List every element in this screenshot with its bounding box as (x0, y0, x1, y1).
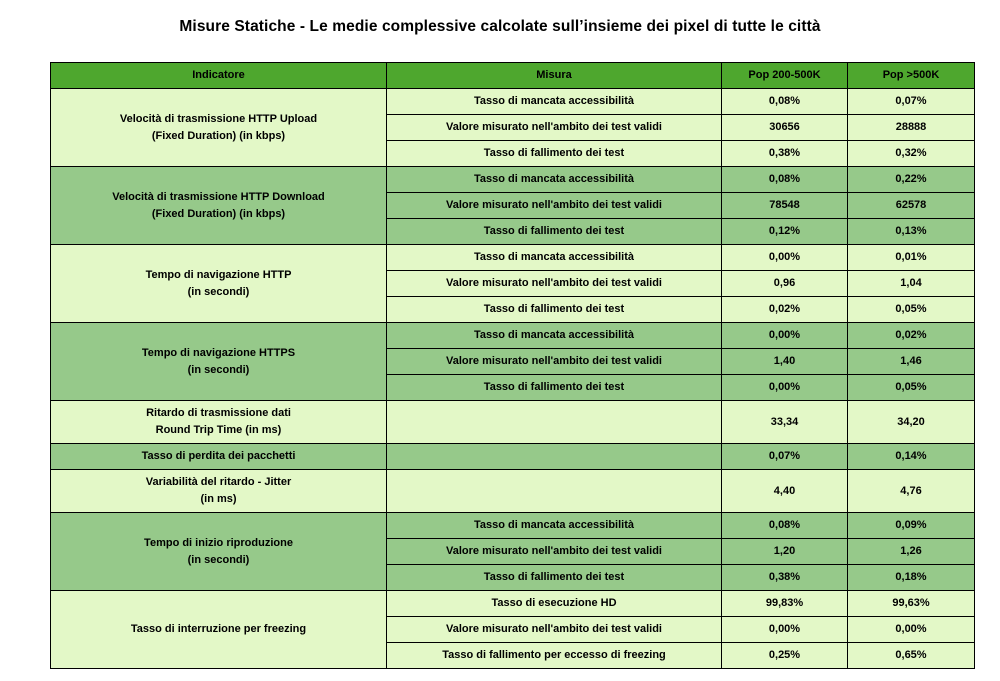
pop-500k-cell: 0,05% (848, 375, 975, 401)
pop-200-500k-cell: 4,40 (722, 470, 848, 513)
pop-500k-cell: 1,04 (848, 271, 975, 297)
misura-cell: Tasso di mancata accessibilità (387, 323, 722, 349)
pop-200-500k-cell: 0,25% (722, 643, 848, 669)
table-row (51, 323, 975, 349)
misura-cell: Tasso di mancata accessibilità (387, 513, 722, 539)
indicator-cell (51, 89, 387, 167)
header-indicatore: Indicatore (51, 63, 387, 89)
pop-200-500k-cell: 0,08% (722, 167, 848, 193)
indicator-cell (51, 444, 387, 470)
pop-200-500k-cell: 30656 (722, 115, 848, 141)
pop-500k-cell: 0,65% (848, 643, 975, 669)
pop-500k-cell: 1,26 (848, 539, 975, 565)
table-row (51, 444, 975, 470)
indicator-label: Variabilità del ritardo - Jitter (145, 476, 292, 488)
misura-cell: Tasso di fallimento dei test (387, 565, 722, 591)
measures-table (50, 62, 975, 669)
indicator-cell (51, 323, 387, 401)
indicator-label: (in secondi) (187, 363, 250, 376)
pop-200-500k-cell: 1,40 (722, 349, 848, 375)
misura-cell: Valore misurato nell'ambito dei test validi (387, 271, 722, 297)
indicator-label: Tempo di navigazione HTTP (145, 268, 292, 281)
indicator-label: Tempo di navigazione HTTPS (141, 346, 296, 359)
pop-200-500k-cell: 0,38% (722, 141, 848, 167)
pop-500k-cell: 0,22% (848, 167, 975, 193)
table-row (51, 401, 975, 444)
misura-cell: Valore misurato nell'ambito dei test validi (387, 617, 722, 643)
misura-cell: Valore misurato nell'ambito dei test validi (387, 349, 722, 375)
pop-500k-cell: 34,20 (848, 401, 975, 444)
table-row (51, 513, 975, 539)
misura-cell: Tasso di esecuzione HD (387, 591, 722, 617)
indicator-label: Velocità di trasmissione HTTP Upload (119, 112, 318, 125)
indicator-cell (51, 245, 387, 323)
pop-200-500k-cell: 0,07% (722, 444, 848, 470)
misura-cell (387, 401, 722, 444)
pop-200-500k-cell: 0,08% (722, 89, 848, 115)
indicator-cell (51, 167, 387, 245)
misura-cell: Valore misurato nell'ambito dei test validi (387, 193, 722, 219)
pop-500k-cell: 0,32% (848, 141, 975, 167)
pop-500k-cell: 0,01% (848, 245, 975, 271)
pop-500k-cell: 0,09% (848, 513, 975, 539)
pop-200-500k-cell: 33,34 (722, 401, 848, 444)
table-row (51, 470, 975, 513)
table-row (51, 89, 975, 115)
header-pop-200-500k: Pop 200-500K (722, 63, 848, 89)
indicator-label: (in secondi) (187, 553, 250, 566)
pop-200-500k-cell: 0,00% (722, 375, 848, 401)
misura-cell: Tasso di fallimento dei test (387, 141, 722, 167)
pop-500k-cell: 0,14% (848, 444, 975, 470)
indicator-label: (in secondi) (187, 285, 250, 298)
misura-cell: Valore misurato nell'ambito dei test validi (387, 539, 722, 565)
pop-200-500k-cell: 99,83% (722, 591, 848, 617)
pop-200-500k-cell: 78548 (722, 193, 848, 219)
indicator-label: Round Trip Time (in ms) (155, 424, 282, 436)
indicator-label: (Fixed Duration) (in kbps) (151, 207, 286, 220)
table-row (51, 245, 975, 271)
indicator-label: (Fixed Duration) (in kbps) (151, 129, 286, 142)
pop-200-500k-cell: 0,00% (722, 617, 848, 643)
pop-200-500k-cell: 0,00% (722, 323, 848, 349)
pop-500k-cell: 4,76 (848, 470, 975, 513)
misura-cell: Tasso di fallimento per eccesso di freezing (387, 643, 722, 669)
misura-cell: Tasso di fallimento dei test (387, 297, 722, 323)
indicator-label: Velocità di trasmissione HTTP Download (112, 190, 325, 203)
misura-cell: Tasso di mancata accessibilità (387, 167, 722, 193)
misura-cell: Tasso di mancata accessibilità (387, 245, 722, 271)
header-pop-500k: Pop >500K (848, 63, 975, 89)
pop-500k-cell: 99,63% (848, 591, 975, 617)
pop-200-500k-cell: 0,96 (722, 271, 848, 297)
indicator-cell (51, 591, 387, 669)
pop-200-500k-cell: 1,20 (722, 539, 848, 565)
indicator-label: Ritardo di trasmissione dati (146, 407, 291, 419)
indicator-cell (51, 513, 387, 591)
pop-200-500k-cell: 0,08% (722, 513, 848, 539)
pop-500k-cell: 0,18% (848, 565, 975, 591)
pop-500k-cell: 1,46 (848, 349, 975, 375)
indicator-label: (in ms) (200, 493, 237, 505)
misura-cell: Tasso di fallimento dei test (387, 375, 722, 401)
pop-500k-cell: 0,02% (848, 323, 975, 349)
pop-500k-cell: 0,13% (848, 219, 975, 245)
misura-cell: Valore misurato nell'ambito dei test validi (387, 115, 722, 141)
pop-200-500k-cell: 0,02% (722, 297, 848, 323)
pop-500k-cell: 0,07% (848, 89, 975, 115)
misura-cell (387, 470, 722, 513)
indicator-cell (51, 401, 387, 444)
pop-500k-cell: 0,05% (848, 297, 975, 323)
pop-500k-cell: 0,00% (848, 617, 975, 643)
misura-cell (387, 444, 722, 470)
misura-cell: Tasso di mancata accessibilità (387, 89, 722, 115)
misura-cell: Tasso di fallimento dei test (387, 219, 722, 245)
indicator-label: Tasso di perdita dei pacchetti (141, 450, 296, 462)
pop-200-500k-cell: 0,00% (722, 245, 848, 271)
indicator-cell (51, 470, 387, 513)
header-misura: Misura (387, 63, 722, 89)
page-title: Misure Statiche - Le medie complessive calcolate sull’insieme dei pixel di tutte le città (179, 18, 821, 35)
pop-200-500k-cell: 0,12% (722, 219, 848, 245)
pop-500k-cell: 62578 (848, 193, 975, 219)
pop-500k-cell: 28888 (848, 115, 975, 141)
indicator-label: Tempo di inizio riproduzione (144, 536, 293, 549)
pop-200-500k-cell: 0,38% (722, 565, 848, 591)
table-row (51, 591, 975, 617)
indicator-label: Tasso di interruzione per freezing (130, 623, 307, 635)
header-row (51, 63, 975, 89)
table-row (51, 167, 975, 193)
